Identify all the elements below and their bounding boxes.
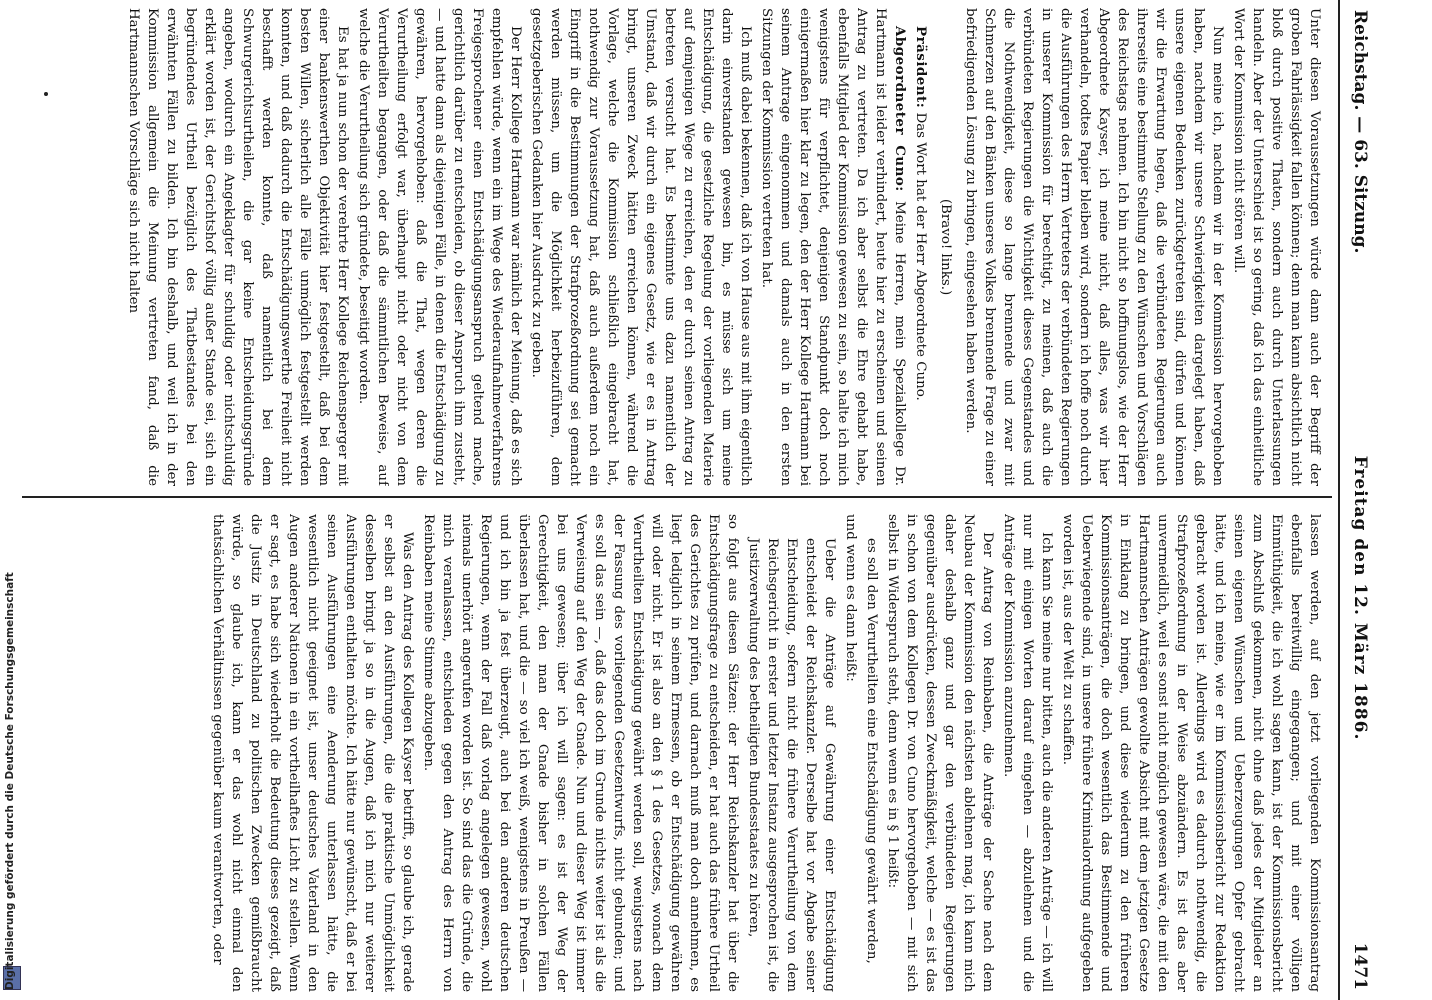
paragraph: so folgt aus diesen Sätzen: der Herr Reichskanzler hat über die Entschädigungsfrage zu entscheiden, er hat auch das frühere Urtheil des Gerichtes zu prüfen, und darnach muß man doch annehmen, es liegt lediglich in seinem Ermessen, ob er Entschädigung gewähren will oder nicht. Er ist also an den § 1 des Gesetzes, wonach dem Verurtheilten Entschädigung gewährt werden soll, wenigstens nach der Fassung des vorliegenden Gesetzentwurfs, nicht gebunden; und es soll das sein —, daß das doch im Grunde nichts weiter ist als die Verweisung auf den Weg der Gnade. Nun und dieser Weg ist immer bei uns gewesen; über ich will sagen: es ist der Weg der Gerechtigkeit, den man der Gnade bisher in solchen Fällen überlassen hat, und die — so viel ich weiß, wenigstens in Preußen — und ich bin ja fest überzeugt, auch bei den anderen deutschen Regierungen, wenn der Fall daß vorlag angelegen gewesen, wohl niemals unerhört angerufen worden ist. So sind das die Gründe, die mich veranlassen, entschieden gegen den Antrag des Herrn von Reinbaben meine Stimme abzugeben. xyxy=(421,514,740,992)
paragraph: Ich kann Sie meine nur bitten, auch die anderen Anträge — ich will nur mit einigen Worten darauf eingehen — abzulehnen und die Anträge der Kommission anzunehmen. xyxy=(1001,514,1054,992)
page-header xyxy=(1338,0,1380,1000)
speaker-intro xyxy=(757,8,909,486)
paragraph: Ich muß dabei bekennen, daß ich von Hause aus mit ihm eigentlich darin einverstanden gewesen bin, es müsse sich um meine Entschädigung, die gesetzliche Regelung der vorliegenden Materie auf demjenigen Wege zu erreichen, den er durch seinen Antrag zu betreten versucht hat. Es bestimmte uns dazu namentlich der Umstand, daß wir durch ein eigenes Gesetz, wie er es in Antrag bringt, unseren Zweck hätten erreichen können, während die Vorlage, welche die Kommission schließlich eingebracht hat, nothwendig zur Voraussetzung hat, daß auch außerdem noch ein Eingriff in die Bestimmungen der Strafprozeßordnung sei gemacht werden müssen, um die Möglichkeit herbeizuführen, dem gesetzgeberischen Gedanken hier Ausdruck zu geben. xyxy=(529,8,753,486)
paragraph: Was den Antrag des Kollegen Kayser betrifft, so glaube ich, gerade er selbst an den Ausführungen, die die praktische Unmöglichkeit desselben bringt ja so in die Augen, daß ich mich nur weiterer Ausführungen enthalten möchte. Ich hätte nur gewünscht, daß er bei seinen Ausführungen eine Aenderung unterlassen hätte, die wesentlich nicht geeignet ist, unser deutsches Vaterland in den Augen anderer Nationen in ein vortheilhaftes Licht zu stellen. Wenn er sagt, es habe sich wiederholt die Bedeutung dieses gezeigt, daß die Justiz in Deutschland zu politischen Zwecken gemißbraucht würde, so glaube ich, kann er das wohl nicht einmal den thatsächlichen Verhältnissen gegenüber kaum verantworten, oder xyxy=(210,514,415,992)
paragraph: Nun meine ich, nachdem wir in der Kommission hervorgehoben haben, nachdem wir unsere Schwierigkeiten dargelegt haben, daß unsere eigenen Bedenken zurückgetreten sind, dürfen und können wir die Erwartung hegen, daß die verbündeten Regierungen auch ihrerseits eine bestimmte Stellung zu den Wünschen und Vorschlägen des Reichstags nehmen. Ich bin nicht so hoffnungslos, wie der Herr Abgeordnete Kayser, ich meine nicht, daß alles, was wir hier verhandeln, todtes Papier bleiben wird, sondern ich hoffe noch durch die Ausführungen des Herrn Vertreters der verbündeten Regierungen in unserer Kommission für berechtigt, zu meinen, daß auch die verbündeten Regierungen die Wichtigkeit dieses Gegenstandes und die Nothwendigkeit, diese so lange brennende und zwar mit Schmerzen auf den Bänken unseres Volkes brennende Frage zu einer befriedigenden Lösung zu bringen, eingesehen haben werden. xyxy=(963,8,1225,486)
header-date: Freitag den 12. März 1886. xyxy=(1350,455,1370,741)
page-number: 1471 xyxy=(1350,942,1370,990)
quoted-text: Ueber die Anträge auf Gewährung einer Entschädigung entscheidet der Reichskanzler. Derselbe hat vor Abgabe seiner Entscheidung, sofern nicht die frühere Verurtheilung von dem Reichsgericht in erster und letzter Instanz ausgesprochen ist, die Justizverwaltung des betheiligten Bundesstaates zu hören, xyxy=(746,538,837,992)
president-label: Präsident: xyxy=(913,26,929,109)
quoted-text: es soll den Verurtheilten eine Entschädigung gewährt werden, xyxy=(864,538,879,964)
right-column xyxy=(24,514,1324,992)
speaker-label: Abgeordneter Cuno: xyxy=(892,26,908,192)
paragraph: Es hat ja nun schon der verehrte Herr Kollege Reichensperger mit einer bankenswerthen Objektivität hier festgestellt, daß bei dem besten Willen, sicherlich alle Fälle unmöglich festgestellt werden konnten, und daß dadurch die Entschädigungswerthe Freiheit nicht beschafft werden konnte, daß namentlich bei dem Schwurgerichtsurtheilen, die gar keine Entscheidungsgründe angeben, wodurch ein Angeklagter für schuldig oder nichtschuldig erklärt worden ist, der Gerichtshof völlig außer Stande sei, sich ein begründendes Urtheil bezüglich des Thatbestandes bei den erwähnten Fällen zu bilden. Ich bin deshalb, und weil ich in der Kommission allgemein die Meinung vertreten fand, daß die Hartmannschen Vorschläge sich nicht halten xyxy=(126,8,350,486)
speaker-text: Meine Herren, mein Spezialkollege Dr. Hartmann ist leider verhindert, heute hier zu erscheinen und seinen Antrag zu vertreten. Da ich aber selbst die Ehre gehabt habe, ebenfalls Mitglied der Kommission gewesen zu sein, so halte ich mich wenigstens für verpflichtet, denjenigen Standpunkt doch noch einigermaßen hier klar zu legen, den der Herr Kollege Hartmann bei seinem Antrage eingenommen und damals auch in den ersten Sitzungen der Kommission vertreten hat. xyxy=(759,8,907,486)
paragraph: Unter diesen Voraussetzungen würde dann auch der Begriff der groben Fahrlässigkeit fallen können; denn man kann absichtlich nicht bloß durch positive Thaten, sondern auch durch Unterlassungen handeln. Aber der Unterschied ist so gering, daß ich das einheitliche Wort der Kommission nicht stören will. xyxy=(1231,8,1322,486)
column-divider xyxy=(22,496,1332,498)
paragraph: Der Antrag von Reinbaben, die Anträge der Sache nach dem Neubau der Kommission den nächsten ablehnen mag, ich kann mich daher deshalb ganz und gar den verbündeten Regierungen gegenüber ausdrücken, dessen Zweckmäßigkeit, welche — es ist das in schon von dem Kollegen Dr. von Cuno hervorgehoben — mit sich selbst in Widerspruch steht, denn wenn es in § 1 heißt: xyxy=(885,514,995,992)
left-column xyxy=(24,8,1324,486)
president-statement xyxy=(911,8,930,486)
paragraph: Der Herr Kollege Hartmann war nämlich der Meinung, daß es sich empfehlen würde, wenn ein im Wege des Wiederaufnahmeverfahrens Freigesprochener einen Entschädigungsanspruch geltend mache, gerichtlich darüber zu entscheiden, ob dieser Anspruch ihm zusteht, — und hatte dann als diejenigen Fälle, in denen die Entschädigung zu gewähren, hervorgehoben: daß die That, wegen deren die Verurtheilung erfolgt war, überhaupt nicht oder nicht von dem Verurtheilten begangen, oder daß die sämmtlichen Beweise, auf welche die Verurtheilung sich gründete, beseitigt worden. xyxy=(356,8,523,486)
paragraph: lassen werden, auf den jetzt vorliegenden Kommissionsantrag ebenfalls bereitwillig eingegangen; und mit einer völligen Einmüthigkeit, die ich wohl sagen kann, ist der Kommissionsbericht zum Abschluß gekommen, nicht ohne daß jedes der Mitglieder an seinen eigenen Wünschen und Ueberzeugungen Opfer gebracht hätte, und ich meine, wie er im Kommissionsbericht zur Redaktion gebracht worden ist. Allerdings wird es dadurch nothwendig, die Strafprozeßordnung in der Weise abzuändern. Es ist das aber unvermeidlich, weil es sonst nicht möglich gewesen wäre, die mit den Hartmannschen Anträgen gewollte Absicht mit dem jetzigen Gesetze in Einklang zu bringen, und diese wiederum zu den früheren Kommissionsanträgen, die doch wesentlich das Bestimmende und Ueberwiegende sind, in unsere frühere Kriminalordnung aufgegeben worden ist, aus der Welt zu schaffen. xyxy=(1060,514,1322,992)
applause-note: (Bravo! links.) xyxy=(938,198,953,296)
header-session: Reichstag. — 63. Sitzung. xyxy=(1350,10,1370,254)
rotated-page xyxy=(10,0,1380,1000)
paragraph: und wenn es dann heißt: xyxy=(843,514,858,682)
credit-text: Digitalisierung gefördert durch die Deutsche Forschungsgemeinschaft xyxy=(4,572,16,990)
president-text: Das Wort hat der Herr Abgeordnete Cuno. xyxy=(913,112,928,401)
